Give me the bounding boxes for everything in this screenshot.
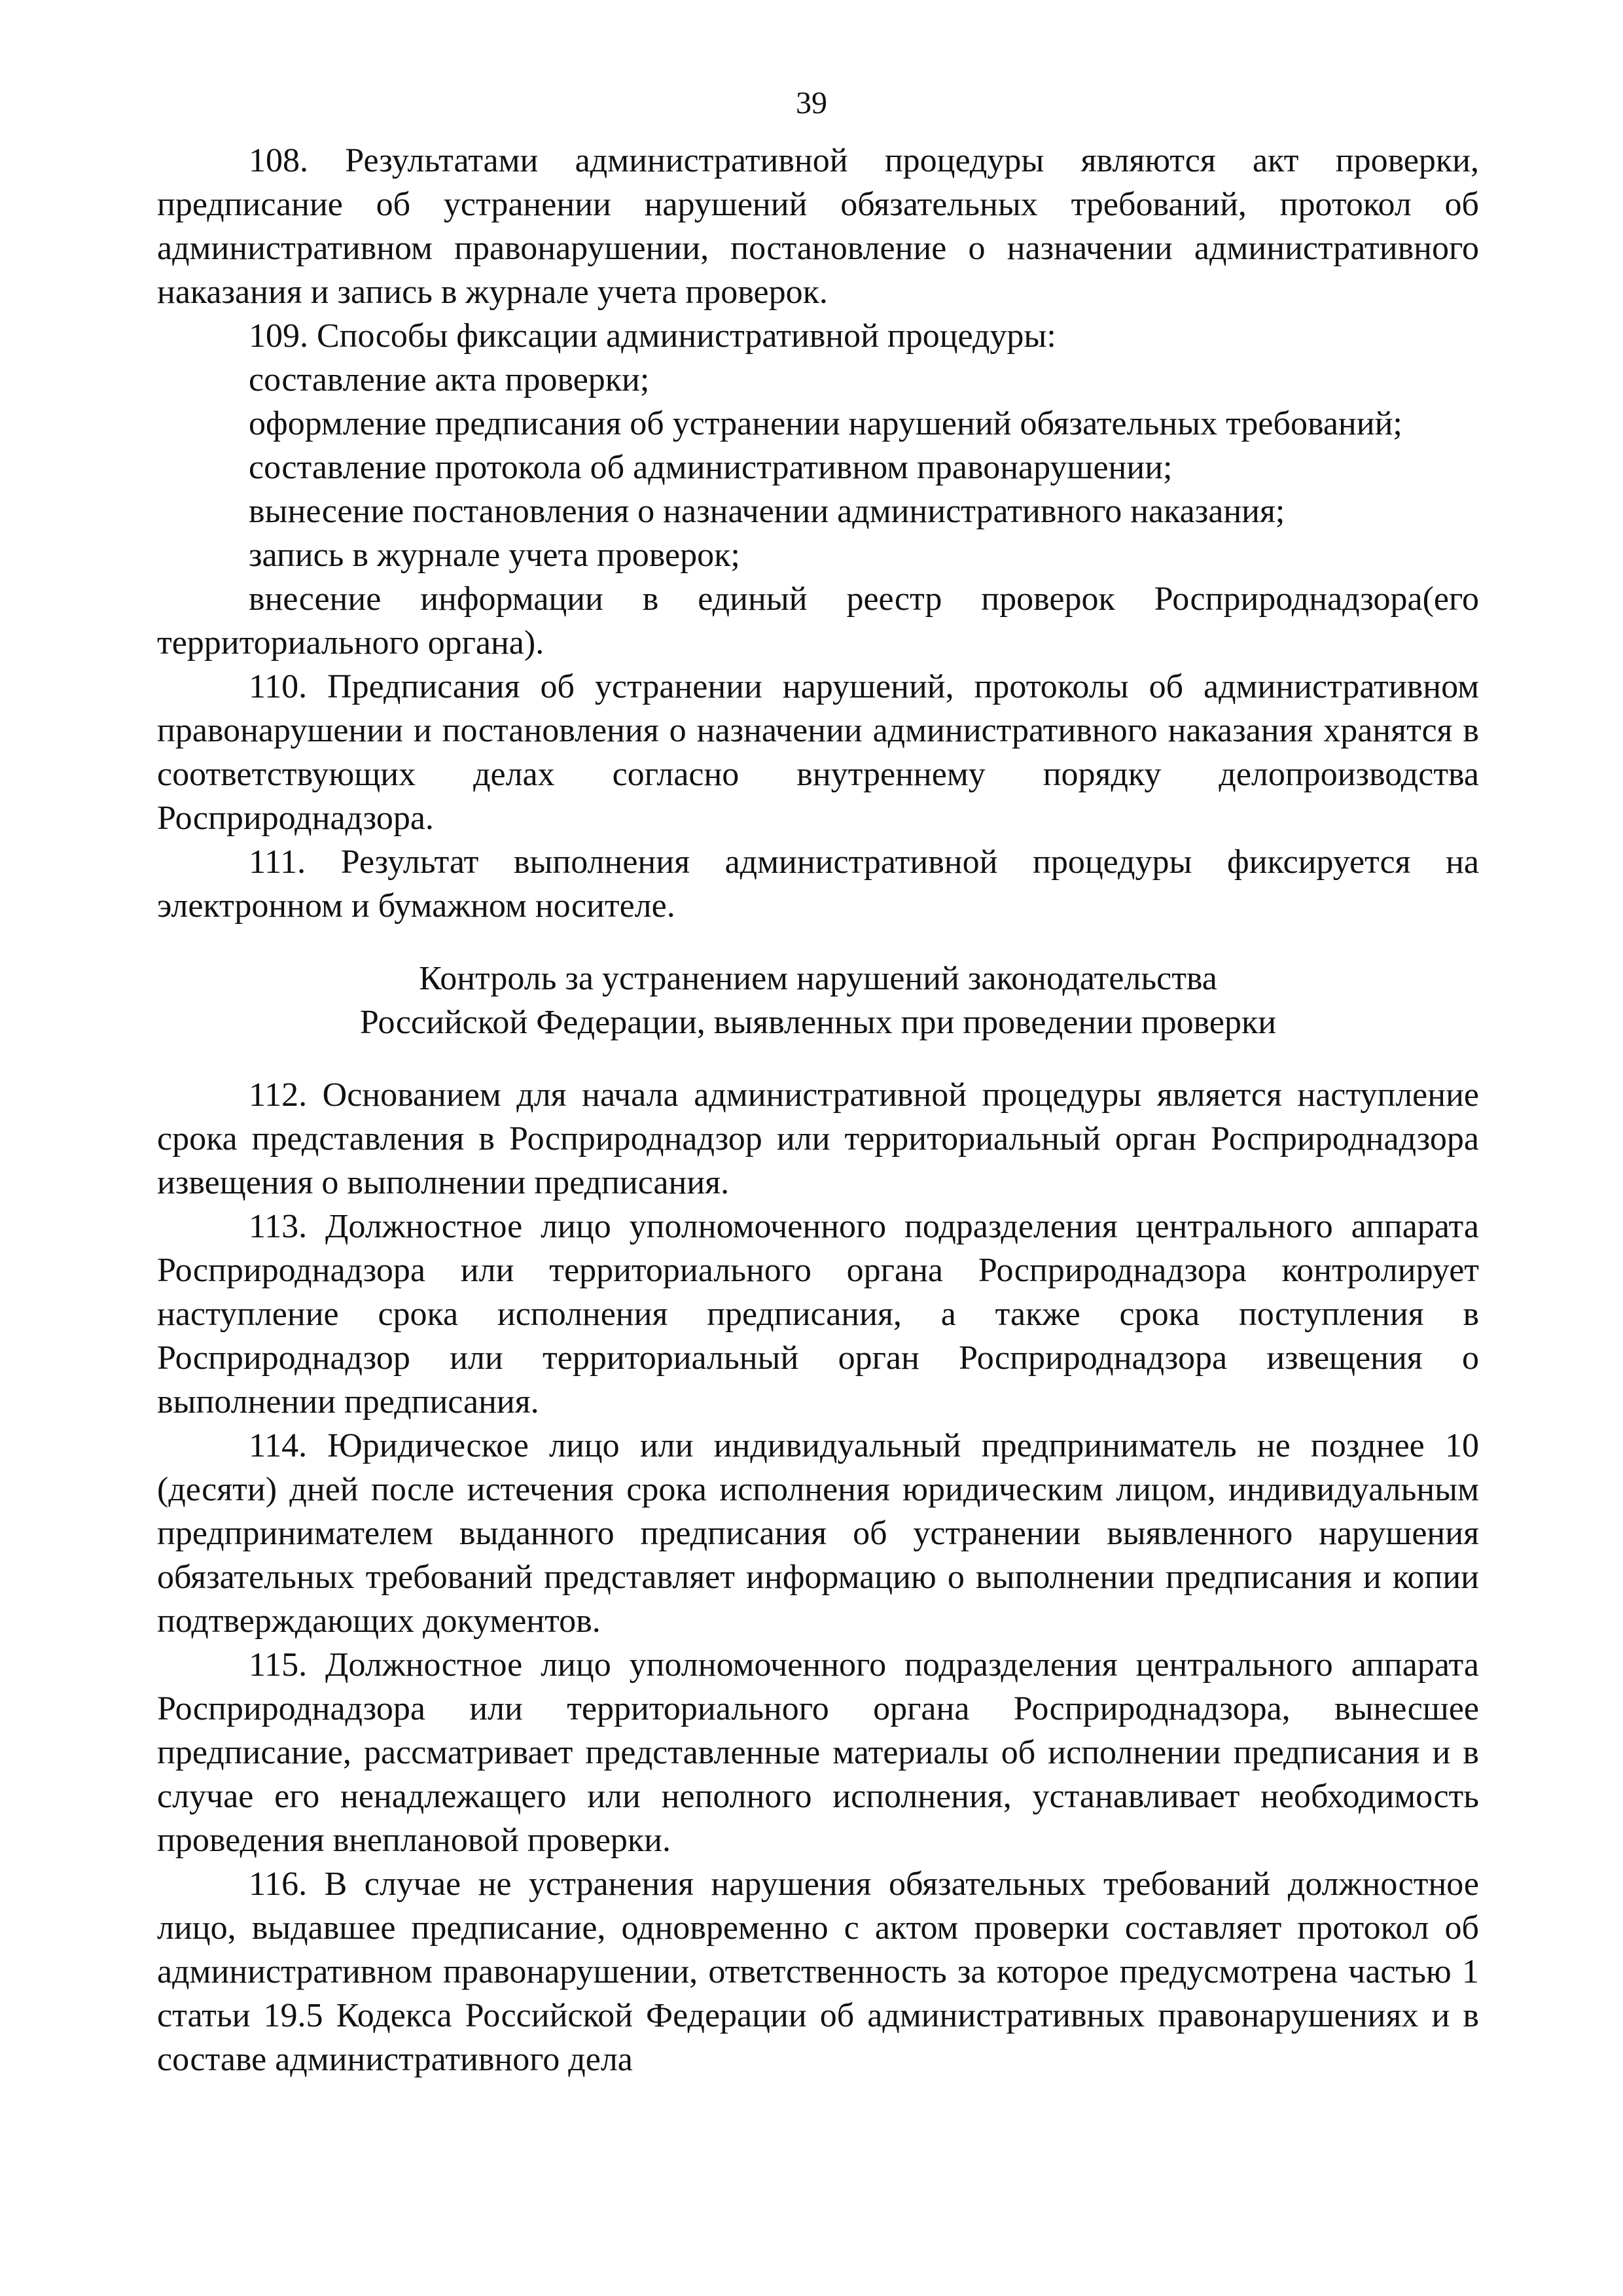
list-item-protocol: составление протокола об административном правонарушении; (249, 449, 1173, 486)
paragraph-108: 108. Результатами административной процедуры являются акт проверки, предписание об устранении нарушений обязательных требований, протокол об административном правонарушении, постановление о назначении административного наказания и запись в журнале учета проверок. (157, 142, 1479, 311)
paragraph-113: 113. Должностное лицо уполномоченного подразделения центрального аппарата Росприроднадзора или территориального органа Росприроднадзора контролирует наступление срока исполнения предписания, а также срока поступления в Росприроднадзор или территориальный орган Росприроднадзора извещения о выполнении предписания. (157, 1208, 1479, 1421)
paragraph-111: 111. Результат выполнения административной процедуры фиксируется на электронном и бумажном носителе. (157, 843, 1479, 925)
paragraph-109: 109. Способы фиксации административной процедуры: (249, 317, 1056, 355)
page-number: 39 (796, 86, 827, 120)
list-item-inspection-act: составление акта проверки; (249, 361, 650, 398)
section-heading-line-2: Российской Федерации, выявленных при проведении проверки (359, 1004, 1277, 1041)
section-heading-line-1: Контроль за устранением нарушений законодательства (419, 960, 1217, 997)
paragraph-116: 116. В случае не устранения нарушения обязательных требований должностное лицо, выдавшее предписание, одновременно с актом проверки составляет протокол об административном правонарушении, ответственность за которое предусмотрена частью 1 статьи 19.5 Кодекса Российской Федерации об административных правонарушениях и в составе административного дела (157, 1865, 1479, 2078)
document-body (157, 139, 1479, 2081)
paragraph-115: 115. Должностное лицо уполномоченного подразделения центрального аппарата Росприроднадзора или территориального органа Росприроднадзора, вынесшее предписание, рассматривает представленные материалы об исполнении предписания и в случае его ненадлежащего или неполного исполнения, устанавливает необходимость проведения внеплановой проверки. (157, 1646, 1479, 1859)
paragraph-114: 114. Юридическое лицо или индивидуальный предприниматель не позднее 10 (десяти) дней после истечения срока исполнения юридическим лицом, индивидуальным предпринимателем выданного предписания об устранении выявленного нарушения обязательных требований представляет информацию о выполнении предписания и копии подтверждающих документов. (157, 1427, 1479, 1640)
list-item-journal-entry: запись в журнале учета проверок; (249, 537, 740, 574)
list-item-prescription: оформление предписания об устранении нарушений обязательных требований; (249, 405, 1402, 442)
list-item-resolution: вынесение постановления о назначении административного наказания; (249, 493, 1285, 530)
paragraph-112: 112. Основанием для начала административной процедуры является наступление срока представления в Росприроднадзор или территориальный орган Росприроднадзора извещения о выполнении предписания. (157, 1076, 1479, 1201)
list-item-registry-entry: внесение информации в единый реестр проверок Росприроднадзора(его территориального органа). (157, 580, 1479, 662)
section-heading (157, 957, 1479, 1044)
paragraph-110: 110. Предписания об устранении нарушений, протоколы об административном правонарушении и постановления о назначении административного наказания хранятся в соответствующих делах согласно внутреннему порядку делопроизводства Росприроднадзора. (157, 668, 1479, 837)
